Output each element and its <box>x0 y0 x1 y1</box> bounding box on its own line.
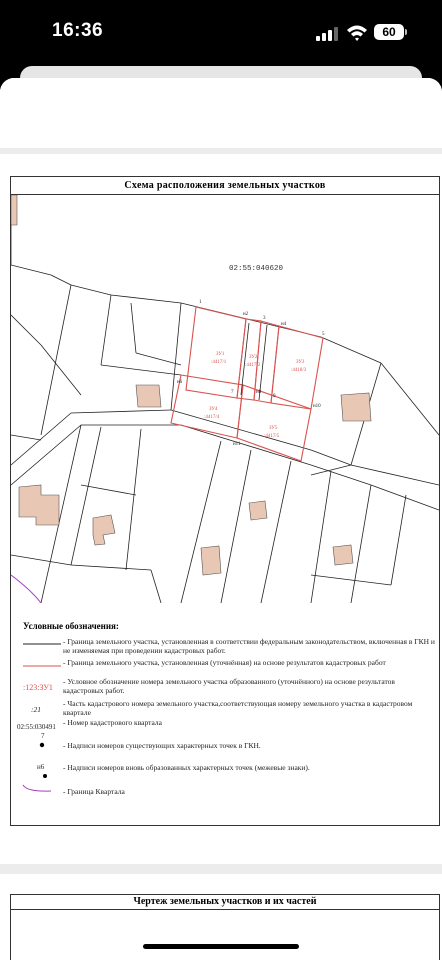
point-label: 5 <box>322 332 325 337</box>
plot-label: ЗУ5 <box>269 426 278 431</box>
plot-label: ЗУ3 <box>296 360 305 365</box>
cadastral-map <box>11 195 439 603</box>
quarter-boundary-symbol <box>21 783 55 797</box>
document-viewer[interactable] <box>0 78 442 960</box>
point-label: н4 <box>281 322 287 327</box>
legend-item: - Граница земельного участка, установленная в соответствии федеральным законодательством, включенная в ГКН и не изменяемая при проведении кадастровых работ. <box>63 637 435 655</box>
legend-item: - Надписи номеров вновь образованных характерных точек (межевые знаки). <box>63 763 310 772</box>
point-label: н8 <box>256 390 262 395</box>
point-label: н10 <box>313 404 321 409</box>
page-separator <box>0 864 442 874</box>
legend-symbol: н6 <box>37 763 45 771</box>
point-label: н6 <box>177 380 183 385</box>
legend-item: - Часть кадастрового номера земельного участка,соответствующая номеру земельного участка в кадастровом квартале <box>63 699 413 717</box>
wifi-icon <box>346 24 368 42</box>
legend-symbol: :21 <box>31 705 41 714</box>
quarter-number-label: 02:55:040620 <box>229 265 284 273</box>
legend-item: - Номер кадастрового квартала <box>63 718 162 727</box>
plot-label: ЗУ4 <box>209 407 218 412</box>
point-label: 3 <box>263 316 266 321</box>
legend-symbol: 7 <box>41 732 45 740</box>
viewer-header <box>0 78 442 148</box>
drawing-frame <box>10 894 440 960</box>
plot-label: ЗУ2 <box>249 355 258 360</box>
point-label: н2 <box>243 312 249 317</box>
legend-symbol: 02:55:030491 <box>17 723 56 731</box>
cellular-signal-icon <box>316 27 338 41</box>
scheme-frame <box>10 176 440 826</box>
scheme-title: Схема расположения земельных участков <box>11 177 439 195</box>
legend-title: Условные обозначения: <box>23 621 119 631</box>
battery-icon <box>374 24 404 40</box>
plot-label: :4417/2 <box>245 363 261 368</box>
red-line-symbol <box>23 662 63 670</box>
legend-symbol: :123:ЗУ1 <box>23 683 53 692</box>
home-indicator[interactable] <box>143 944 299 949</box>
legend-item: - Условное обозначение номера земельного участка образованного (уточнённого) на основе результатов кадастровых работ. <box>63 677 395 695</box>
plot-label: :4418/3 <box>291 368 307 373</box>
plot-label: ЗУ1 <box>216 352 225 357</box>
black-line-symbol <box>23 640 63 648</box>
dot-symbol <box>42 773 48 779</box>
battery-level: 60 <box>382 25 396 39</box>
point-label: 1 <box>199 300 202 305</box>
status-bar <box>0 0 442 70</box>
plot-label: :4417/4 <box>204 415 220 420</box>
drawing-title: Чертеж земельных участков и их частей <box>11 895 439 910</box>
legend-item: - Граница земельного участка, установленная (уточнённая) на основе результатов кадастровых работ <box>63 658 386 667</box>
legend-item: - Граница Квартала <box>63 787 125 796</box>
plot-label: :4417/5 <box>264 434 280 439</box>
document-page-1 <box>0 154 442 864</box>
point-label: н11 <box>233 442 241 447</box>
clock: 16:36 <box>52 20 104 41</box>
point-label: 7 <box>231 390 234 395</box>
plot-label: :4417/1 <box>211 360 227 365</box>
dot-symbol <box>39 742 45 748</box>
legend-item: - Надписи номеров существующих характерных точек в ГКН. <box>63 741 261 750</box>
point-label: 9 <box>273 394 276 399</box>
